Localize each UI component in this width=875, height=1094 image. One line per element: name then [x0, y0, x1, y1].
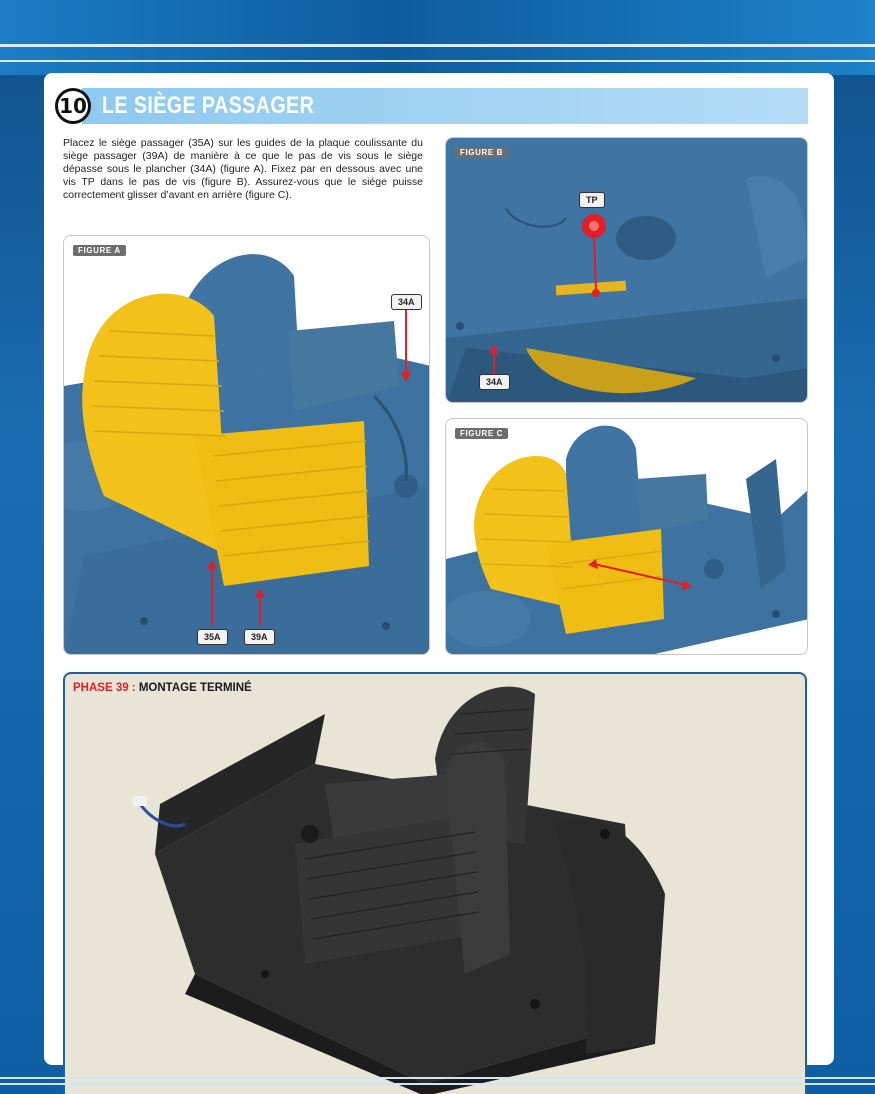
callout-35a: 35A — [197, 629, 228, 645]
figure-a-illustration — [64, 236, 430, 655]
step-title: LE SIÈGE PASSAGER — [102, 92, 315, 119]
callout-tp: TP — [579, 192, 605, 208]
figure-a-tag: FIGURE A — [73, 245, 126, 256]
figure-c — [445, 418, 808, 655]
header-band — [0, 0, 875, 75]
phase-title — [73, 682, 252, 694]
figure-b — [445, 137, 808, 403]
callout-34a-b: 34A — [479, 374, 510, 390]
callout-34a: 34A — [391, 294, 422, 310]
footer-stripe — [0, 1077, 875, 1079]
figure-c-illustration — [446, 419, 808, 655]
step-number: 10 — [55, 88, 91, 124]
header-stripe — [0, 44, 875, 47]
figure-a — [63, 235, 430, 655]
phase-label: PHASE 39 : — [73, 682, 136, 694]
footer-stripe — [0, 1083, 875, 1085]
header-stripe — [0, 60, 875, 62]
instructions-text: Placez le siège passager (35A) sur les guides de la plaque coulissante du siège passager (39A) de manière à ce que le pas de vis sous le siège dépasse sous le plancher (34A) (figure A). Fixez par en dessous avec une vis TP dans le pas de vis (figure B). Assurez-vous que le siège puisse correctement glisser d’avant en arrière (figure C). — [63, 137, 423, 201]
figure-b-illustration — [446, 138, 808, 403]
figure-b-tag: FIGURE B — [455, 147, 508, 158]
phase-panel — [63, 672, 807, 1094]
phase-text: MONTAGE TERMINÉ — [138, 682, 252, 694]
figure-c-tag: FIGURE C — [455, 428, 508, 439]
completed-assembly-illustration — [65, 674, 807, 1094]
callout-39a: 39A — [244, 629, 275, 645]
